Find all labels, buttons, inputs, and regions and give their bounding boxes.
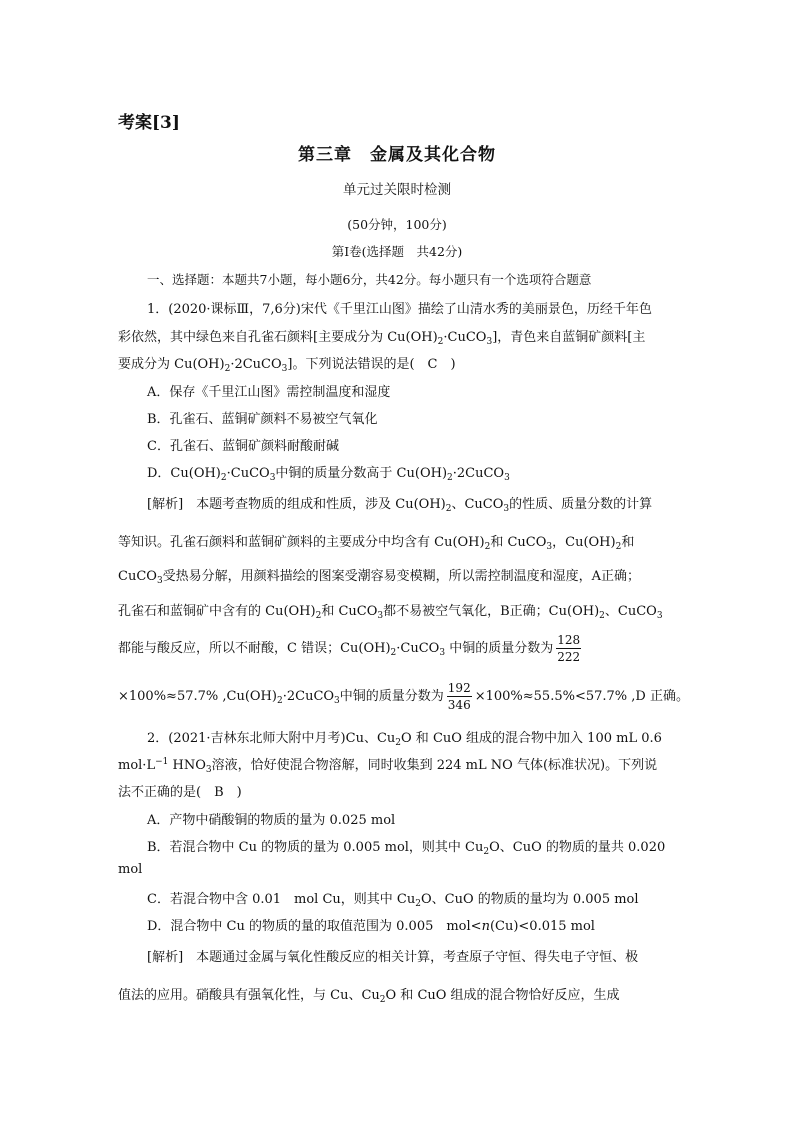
volume-heading: 第Ⅰ卷(选择题 共42分) bbox=[331, 244, 463, 259]
q1-option-b: B．孔雀石、蓝铜矿颜料不易被空气氧化 bbox=[147, 412, 378, 427]
a2-line2: 值法的应用。硝酸具有强氧化性，与 Cu、$Cu_2O$ 和 CuO 组成的混合物恰好反应，生成 bbox=[118, 988, 620, 1005]
unit-title: 单元过关限时检测 bbox=[343, 182, 451, 198]
a1-line1: [解析] 本题考查物质的组成和性质，涉及 $Cu(OH)_2$、CuCO$_3$的性质、质量分数的计算 bbox=[147, 497, 653, 514]
q2-option-a: A．产物中硝酸铜的物质的量为 0.025 mol bbox=[147, 813, 396, 828]
q2-option-b-line2: mol bbox=[118, 862, 143, 877]
fraction-128-222: $\frac{128}{222}$ bbox=[557, 633, 581, 664]
q2-stem-line2: $mol\cdot L^{-1}$ $HNO_3$溶液，恰好使混合物溶解，同时收集到 224 mL NO 气体(标准状况)。下列说 bbox=[118, 757, 658, 775]
q2-stem-line3: 法不正确的是( B ) bbox=[118, 785, 242, 800]
section-heading: 一、选择题：本题共7小题，每小题6分，共42分。每小题只有一个选项符合题意 bbox=[147, 272, 592, 287]
fraction-192-346: $\frac{192}{346}$ bbox=[447, 681, 471, 712]
q1-option-a: A．保存《千里江山图》需控制温度和湿度 bbox=[147, 385, 391, 400]
q1-option-c: C．孔雀石、蓝铜矿颜料耐酸耐碱 bbox=[147, 439, 339, 454]
q2-stem-line1: 2．(2021·吉林东北师大附中月考)Cu、$Cu_2O$ 和 CuO 组成的混合物中加入 100 mL 0.6 bbox=[147, 731, 662, 748]
q1-stem-line1: 1．(2020·课标Ⅲ，7,6分)宋代《千里江山图》描绘了山清水秀的美丽景色，历经千年色 bbox=[147, 302, 652, 317]
time-score: (50分钟，100分) bbox=[347, 217, 447, 232]
exam-code: 考案[3] bbox=[118, 113, 180, 133]
q1-stem-line2: 彩依然，其中绿色来自孔雀石颜料[主要成分为 $Cu(OH)_2\cdot CuCO_3$]，青色来自蓝铜矿颜料[主 bbox=[118, 330, 646, 347]
q2-option-b-line1: B．若混合物中 Cu 的物质的量为 0.005 mol，则其中 $Cu_2O$、CuO 的物质的量共 0.020 bbox=[147, 840, 666, 857]
chapter-title: 第三章 金属及其化合物 bbox=[298, 145, 496, 165]
a1-line2: 等知识。孔雀石颜料和蓝铜矿颜料的主要成分中均含有 $Cu(OH)_2$和 CuCO$_3$，$Cu(OH)_2$和 bbox=[118, 535, 635, 552]
a1-line4: 孔雀石和蓝铜矿中含有的 $Cu(OH)_2$和 CuCO$_3$都不易被空气氧化，B正确；$Cu(OH)_2$、CuCO$_3$ bbox=[118, 604, 663, 621]
a1-line6: ×100%≈57.7% $,Cu(OH)_2\cdot 2CuCO_3$中铜的质量分数为 $\frac{192}{346}$ ×100%≈55.5%<57.7% ,D 正确。 bbox=[118, 681, 689, 712]
a1-line5: 都能与酸反应，所以不耐酸，C 错误；$Cu(OH)_2\cdot CuCO_3$ 中铜的质量分数为 $\frac{128}{222}$ bbox=[118, 633, 581, 664]
q1-stem-line3: 要成分为 $Cu(OH)_2\cdot 2CuCO_3$]。下列说法错误的是( C ) bbox=[118, 357, 456, 374]
q1-option-d: D．$Cu(OH)_2\cdot CuCO_3$中铜的质量分数高于 $Cu(OH)_2\cdot 2CuCO_3$ bbox=[147, 466, 510, 483]
a1-line3: CuCO$_3$受热易分解，用颜料描绘的图案受潮容易变模糊，所以需控制温度和湿度，A正确； bbox=[118, 569, 641, 586]
q2-option-c: C．若混合物中含 0.01 mol Cu，则其中 $Cu_2O$、CuO 的物质的量均为 0.005 mol bbox=[147, 892, 639, 909]
a2-line1: [解析] 本题通过金属与氧化性酸反应的相关计算，考查原子守恒、得失电子守恒、极 bbox=[147, 950, 639, 965]
q2-option-d: D．混合物中 Cu 的物质的量的取值范围为 0.005 mol<n(Cu)<0.015 mol bbox=[147, 919, 595, 934]
